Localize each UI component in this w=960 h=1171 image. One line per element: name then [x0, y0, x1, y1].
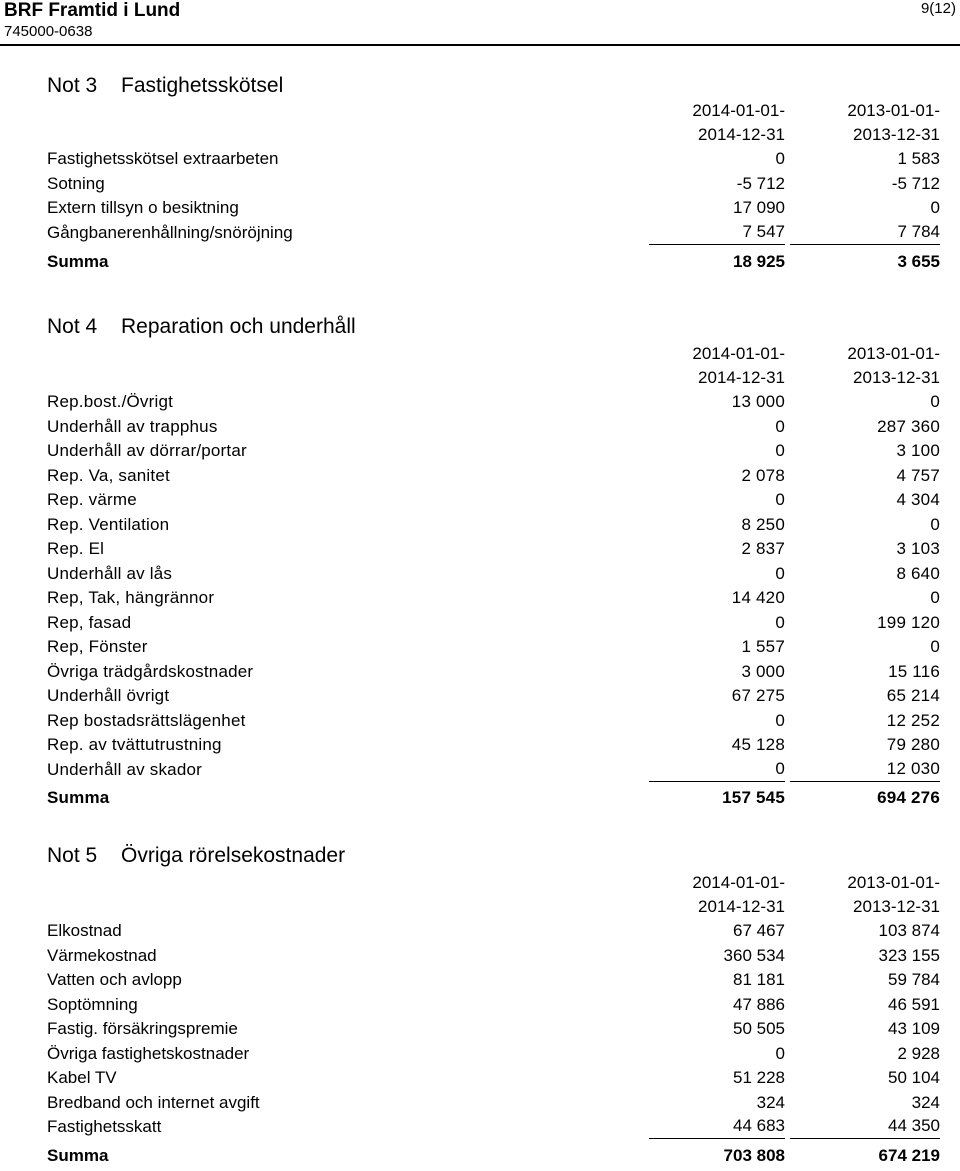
note-number: Not 3: [47, 74, 98, 97]
row-current-value: 0: [775, 441, 785, 460]
table-row: [47, 611, 940, 636]
row-label: Rep. värme: [47, 490, 137, 509]
table-row: [47, 1115, 940, 1140]
row-previous-value: 79 280: [886, 735, 940, 754]
sum-label: Summa: [47, 252, 109, 271]
row-previous-value: 7 784: [790, 221, 940, 245]
row-previous-value: 44 350: [790, 1115, 940, 1139]
sum-current-value: 703 808: [723, 1145, 785, 1165]
row-label: Rep, Tak, hängrännor: [47, 588, 215, 607]
row-current-value: 51 228: [733, 1068, 785, 1087]
row-previous-value: 324: [911, 1092, 940, 1112]
row-previous-value: 199 120: [877, 612, 940, 632]
row-previous-value: 59 784: [888, 970, 940, 989]
row-previous-value: 65 214: [886, 686, 940, 705]
sum-previous-value: 3 655: [897, 252, 940, 271]
table-row: [47, 1017, 940, 1042]
note-title: [47, 73, 940, 99]
sum-label: Summa: [47, 788, 110, 807]
table-row: [47, 172, 940, 197]
row-label: Rep bostadsrättslägenhet: [47, 710, 246, 730]
note-title: [47, 843, 940, 869]
previous-period-start: 2013-01-01-: [847, 101, 940, 120]
previous-period-end: 2013-12-31: [853, 125, 940, 144]
row-previous-value: 103 874: [878, 921, 940, 940]
row-label: Underhåll av skador: [47, 759, 202, 779]
current-period-end: 2014-12-31: [698, 125, 785, 144]
table-row: [47, 733, 940, 758]
row-current-value: 8 250: [741, 514, 785, 534]
row-previous-value: 43 109: [888, 1019, 940, 1038]
table-row: [47, 537, 940, 562]
row-label: Rep.bost./Övrigt: [47, 392, 174, 411]
row-current-value: 44 683: [649, 1115, 785, 1139]
row-current-value: 13 000: [731, 392, 785, 411]
row-current-value: 2 837: [741, 539, 785, 558]
org-name: BRF Framtid i Lund: [4, 0, 181, 21]
current-period-start: 2014-01-01-: [692, 873, 785, 892]
sum-label: Summa: [47, 1145, 109, 1165]
note-3-fastighetsskotsel: [47, 73, 940, 277]
table-row: [47, 944, 940, 969]
row-current-value: 81 181: [733, 970, 785, 989]
sum-row: [47, 1141, 940, 1171]
table-row: [47, 758, 940, 783]
row-current-value: 67 275: [731, 686, 785, 705]
row-current-value: 0: [775, 563, 785, 583]
sum-current-value: 18 925: [733, 252, 785, 271]
row-label: Övriga fastighetskostnader: [47, 1043, 250, 1063]
sum-previous-value: 674 219: [878, 1145, 940, 1165]
row-label: Underhåll övrigt: [47, 686, 170, 705]
row-current-value: 3 000: [741, 661, 785, 681]
row-label: Fastighetsskötsel extraarbeten: [47, 149, 279, 168]
table-row: [47, 562, 940, 587]
note-4-reparation-och-underhall: [47, 314, 940, 813]
row-current-value: 17 090: [733, 198, 785, 217]
row-previous-value: 3 103: [896, 539, 940, 558]
current-period-start: 2014-01-01-: [692, 101, 785, 120]
row-label: Extern tillsyn o besiktning: [47, 198, 239, 217]
row-previous-value: 50 104: [888, 1068, 940, 1087]
table-row: [47, 1091, 940, 1116]
row-current-value: 67 467: [733, 921, 785, 940]
table-row: [47, 390, 940, 415]
row-label: Rep, Fönster: [47, 637, 148, 656]
column-headers: [47, 340, 940, 388]
row-previous-value: 0: [930, 514, 940, 534]
row-previous-value: -5 712: [891, 173, 940, 193]
row-previous-value: 0: [930, 588, 940, 607]
row-previous-value: 1 583: [897, 149, 940, 168]
row-label: Övriga trädgårdskostnader: [47, 661, 254, 681]
table-row: [47, 439, 940, 464]
row-label: Gångbanerenhållning/snöröjning: [47, 222, 293, 242]
row-current-value: 0: [775, 1043, 785, 1063]
table-row: [47, 968, 940, 993]
row-label: Vatten och avlopp: [47, 970, 182, 989]
current-period-end: 2014-12-31: [698, 368, 785, 387]
row-current-value: 47 886: [733, 994, 785, 1014]
current-period-end: 2014-12-31: [698, 897, 785, 916]
row-label: Bredband och internet avgift: [47, 1092, 260, 1112]
header-divider: [0, 44, 960, 46]
table-row: [47, 513, 940, 538]
row-previous-value: 323 155: [878, 945, 940, 965]
row-previous-value: 8 640: [896, 563, 940, 583]
row-previous-value: 0: [930, 392, 940, 411]
row-current-value: 50 505: [733, 1019, 785, 1038]
row-label: Rep. Ventilation: [47, 514, 170, 534]
row-current-value: 0: [775, 490, 785, 509]
table-row: [47, 221, 940, 246]
row-label: Rep, fasad: [47, 612, 132, 632]
row-label: Värmekostnad: [47, 945, 157, 965]
row-current-value: 0: [775, 612, 785, 632]
sum-row: [47, 783, 940, 813]
page-number: 9(12): [920, 0, 956, 17]
row-label: Underhåll av trapphus: [47, 416, 218, 436]
current-period-start: 2014-01-01-: [692, 344, 785, 363]
row-previous-value: 12 252: [886, 710, 940, 730]
row-current-value: 1 557: [741, 637, 785, 656]
row-label: Rep. Va, sanitet: [47, 465, 170, 485]
table-row: [47, 993, 940, 1018]
table-row: [47, 464, 940, 489]
table-row: [47, 196, 940, 221]
table-row: [47, 1066, 940, 1091]
table-row: [47, 415, 940, 440]
row-current-value: 0: [649, 758, 785, 782]
note-title: [47, 314, 940, 340]
note-number: Not 5: [47, 844, 98, 867]
org-number: 745000-0638: [4, 23, 93, 40]
note-heading: Reparation och underhåll: [121, 315, 356, 338]
note-heading: Övriga rörelsekostnader: [121, 844, 346, 867]
row-previous-value: 15 116: [888, 661, 940, 681]
table-row: [47, 709, 940, 734]
previous-period-start: 2013-01-01-: [847, 344, 940, 363]
row-label: Soptömning: [47, 994, 138, 1014]
row-current-value: 2 078: [741, 465, 785, 485]
row-label: Elkostnad: [47, 921, 122, 940]
row-previous-value: 0: [930, 637, 940, 656]
row-label: Rep. av tvättutrustning: [47, 735, 222, 754]
row-previous-value: 46 591: [888, 994, 940, 1014]
row-label: Rep. El: [47, 539, 105, 558]
table-row: [47, 684, 940, 709]
row-previous-value: 4 757: [896, 465, 940, 485]
row-current-value: -5 712: [736, 173, 785, 193]
table-row: [47, 147, 940, 172]
table-row: [47, 488, 940, 513]
note-heading: Fastighetsskötsel: [121, 74, 284, 97]
table-row: [47, 919, 940, 944]
row-previous-value: 12 030: [790, 758, 940, 782]
sum-previous-value: 694 276: [877, 788, 940, 807]
row-current-value: 0: [775, 416, 785, 436]
row-label: Underhåll av lås: [47, 563, 173, 583]
row-label: Underhåll av dörrar/portar: [47, 441, 247, 460]
row-current-value: 14 420: [731, 588, 785, 607]
table-row: [47, 660, 940, 685]
row-label: Kabel TV: [47, 1068, 117, 1087]
table-row: [47, 635, 940, 660]
note-5-ovriga-rorelsekostnader: [47, 843, 940, 1171]
column-headers: [47, 869, 940, 917]
row-previous-value: 287 360: [877, 416, 940, 436]
row-previous-value: 0: [930, 198, 940, 217]
row-current-value: 0: [775, 710, 785, 730]
row-label: Fastighetsskatt: [47, 1117, 162, 1136]
row-current-value: 45 128: [731, 735, 785, 754]
row-previous-value: 2 928: [897, 1043, 940, 1063]
row-current-value: 0: [775, 149, 785, 168]
row-label: Fastig. försäkringspremie: [47, 1019, 238, 1038]
table-row: [47, 1042, 940, 1067]
sum-current-value: 157 545: [722, 788, 785, 807]
row-current-value: 324: [756, 1092, 785, 1112]
row-current-value: 360 534: [723, 945, 785, 965]
row-previous-value: 4 304: [896, 490, 940, 509]
note-number: Not 4: [47, 315, 98, 338]
row-previous-value: 3 100: [896, 441, 940, 460]
previous-period-start: 2013-01-01-: [847, 873, 940, 892]
previous-period-end: 2013-12-31: [853, 897, 940, 916]
row-current-value: 7 547: [649, 221, 785, 245]
previous-period-end: 2013-12-31: [853, 368, 940, 387]
row-label: Sotning: [47, 173, 105, 193]
sum-row: [47, 247, 940, 277]
column-headers: [47, 99, 940, 147]
table-row: [47, 586, 940, 611]
